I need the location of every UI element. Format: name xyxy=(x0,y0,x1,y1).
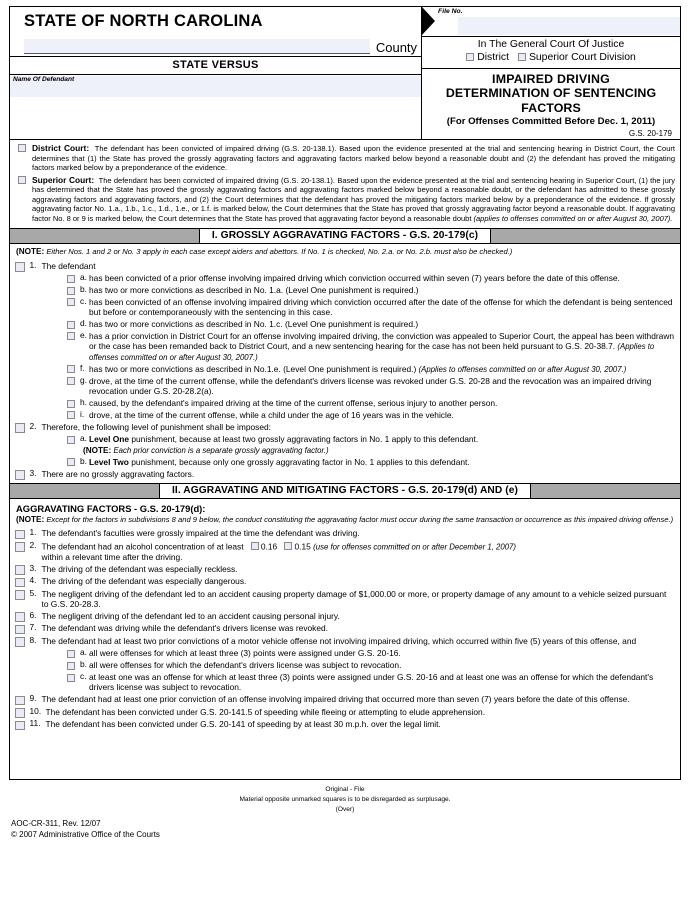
checkbox-icon[interactable] xyxy=(67,436,75,444)
af-item-2-value-015: 0.15 xyxy=(294,541,311,552)
file-no-input[interactable] xyxy=(458,17,680,35)
gaf-item-2b-body: punishment, because only one grossly aggravating factor in No. 1 applies to this defendant. xyxy=(128,456,470,467)
gaf-item-1f-italic: (Applies to offenses committed on or after August 30, 2007.) xyxy=(418,364,627,374)
checkbox-icon[interactable] xyxy=(67,650,75,658)
af-item-8c-text: at least one was an offense for which at least three (3) points were assigned under G.S. 20-16 and at least one was an offense for which the defendant's drivers license was subject to revocation. xyxy=(89,672,654,693)
gaf-item-1i-letter: i. xyxy=(80,408,85,419)
note-bold: (NOTE: xyxy=(16,246,45,256)
court-of-justice-label: In The General Court Of Justice xyxy=(477,39,625,50)
surplusage-note: Material opposite unmarked squares is to be disregarded as surplusage. xyxy=(239,796,451,804)
note-italic: Either Nos. 1 and 2 or No. 3 apply in each case except aiders and abettors. If No. 1 is checked, No. 2.a. or No. 2.b. must also be checked.) xyxy=(46,246,513,256)
af-item-1[interactable] xyxy=(15,528,675,539)
af-item-8-text: The defendant had at least two prior convictions of a motor vehicle offense not involving impaired driving, which occurred within five (5) years of this offense, and xyxy=(41,635,637,646)
section-2-body xyxy=(9,499,681,781)
af-item-5-text: The negligent driving of the defendant led to an accident causing property damage of $1,000.00 or more, or property damage of any amount to a vehicle seized pursuant to G.S. 20-28.3. xyxy=(41,588,667,610)
checkbox-icon[interactable] xyxy=(15,530,25,540)
gaf-item-1h-letter: h. xyxy=(80,397,87,408)
af-item-9-text: The defendant had at least one prior conviction of an offense involving impaired driving that occurred more than seven (7) years before the date of this offense. xyxy=(41,694,630,705)
gaf-item-2b-text xyxy=(89,457,675,467)
af-item-10-number: 10. xyxy=(29,705,42,716)
checkbox-icon[interactable] xyxy=(15,470,25,480)
af-item-2-italic: (use for offenses committed on or after December 1, 2007) xyxy=(313,542,516,552)
checkbox-icon[interactable] xyxy=(15,708,25,718)
section-1-title: I. GROSSLY AGGRAVATING FACTORS - G.S. 20-179(c) xyxy=(199,229,491,243)
district-division-option[interactable] xyxy=(466,52,509,64)
gaf-item-1a[interactable] xyxy=(67,273,675,283)
checkbox-icon[interactable] xyxy=(518,53,526,61)
af-item-9[interactable] xyxy=(15,694,675,705)
gaf-item-1i-text: drove, at the time of the current offense, while a child under the age of 16 years was in the vehicle. xyxy=(89,409,454,420)
checkbox-icon[interactable] xyxy=(15,542,25,552)
gaf-item-1c[interactable] xyxy=(67,297,675,318)
af-item-5-number: 5. xyxy=(29,587,37,598)
af-item-3-number: 3. xyxy=(29,562,37,573)
gaf-item-1a-letter: a. xyxy=(80,272,87,283)
blank-space xyxy=(15,730,675,776)
over-label: (Over) xyxy=(335,806,355,814)
court-determination-block xyxy=(9,140,681,229)
section-2-title: II. AGGRAVATING AND MITIGATING FACTORS - G.S. 20-179(d) AND (e) xyxy=(159,484,531,498)
gaf-item-2a-note xyxy=(83,445,675,456)
gaf-item-2-text: Therefore, the following level of punishment shall be imposed: xyxy=(41,421,272,432)
af-item-8b-text: all were offenses for which the defendant's drivers license was subject to revocation. xyxy=(89,660,402,671)
gaf-item-1f-text xyxy=(89,364,675,375)
footer-center xyxy=(9,785,681,815)
gaf-item-1e[interactable] xyxy=(67,331,675,362)
checkbox-icon[interactable] xyxy=(15,565,25,575)
checkbox-icon[interactable] xyxy=(18,176,26,184)
gaf-item-2a-body: punishment, because at least two grossly aggravating factors in No. 1 apply to this defendant. xyxy=(129,434,479,445)
af-item-2-tail: within a relevant time after the driving. xyxy=(41,551,183,562)
checkbox-icon[interactable] xyxy=(15,721,25,731)
checkbox-icon[interactable] xyxy=(67,298,75,306)
checkbox-icon[interactable] xyxy=(67,400,75,408)
note-italic: Except for the factors in subdivisions 8 and 9 below, the conduct constituting the aggravating factor must occur during the same transaction or occurrence as this impaired driving offense.) xyxy=(46,514,674,524)
section-2-bar xyxy=(9,484,681,499)
af-item-4[interactable] xyxy=(15,576,675,587)
checkbox-icon[interactable] xyxy=(67,674,75,682)
defendant-label: Name Of Defendant xyxy=(13,76,75,84)
state-versus-banner: STATE VERSUS xyxy=(10,56,421,74)
county-row xyxy=(10,33,421,56)
gaf-item-1[interactable] xyxy=(15,261,675,272)
section-1-note xyxy=(15,246,675,259)
gaf-item-1e-text xyxy=(89,331,675,362)
checkbox-icon[interactable] xyxy=(466,53,474,61)
af-item-3[interactable] xyxy=(15,564,675,575)
af-item-2-number: 2. xyxy=(29,539,37,550)
checkbox-icon[interactable] xyxy=(15,590,25,600)
af-item-6-text: The negligent driving of the defendant led to an accident causing personal injury. xyxy=(41,610,340,621)
gaf-item-1i[interactable] xyxy=(67,410,675,420)
checkbox-icon[interactable] xyxy=(67,662,75,670)
district-label: District xyxy=(477,52,509,64)
af-item-6[interactable] xyxy=(15,611,675,622)
aggravating-factors-heading: AGGRAVATING FACTORS - G.S. 20-179(d): xyxy=(16,502,206,514)
af-item-8c[interactable] xyxy=(67,672,675,693)
checkbox-icon[interactable] xyxy=(251,542,259,550)
af-item-10[interactable] xyxy=(15,707,675,718)
level-two-label: Level Two xyxy=(89,456,129,467)
gaf-item-1c-text: has been convicted of an offense involving impaired driving which conviction occurred after the date of the offense for which the defendant is being sentenced but before or contemporaneously with the sentencing in this case. xyxy=(89,296,673,318)
gaf-item-2a-text xyxy=(89,434,675,444)
district-court-text xyxy=(32,143,675,172)
gaf-item-1-text: The defendant xyxy=(41,260,96,271)
af-item-8c-letter: c. xyxy=(80,671,87,682)
af-item-7-number: 7. xyxy=(29,622,37,633)
arrow-icon xyxy=(422,7,435,35)
gaf-item-1b[interactable] xyxy=(67,285,675,295)
checkbox-icon[interactable] xyxy=(67,458,75,466)
af-item-6-number: 6. xyxy=(29,609,37,620)
gaf-item-1-number: 1. xyxy=(29,259,37,270)
gaf-item-1b-letter: b. xyxy=(80,284,87,295)
superior-court-heading: Superior Court: xyxy=(32,174,95,185)
gaf-item-1b-text: has two or more convictions as described in No. 1.a. (Level One punishment is required.) xyxy=(89,285,419,296)
section-2-note xyxy=(15,514,675,527)
file-no-row xyxy=(422,7,680,37)
district-court-heading: District Court: xyxy=(32,143,90,154)
gaf-item-1h-text: caused, by the defendant's impaired driving at the time of the current offense, serious injury to another person. xyxy=(89,398,498,409)
af-item-2-body: The defendant had an alcohol concentration of at least xyxy=(41,541,244,552)
header-right-panel xyxy=(422,7,680,139)
gaf-item-1d-text: has two or more convictions as described in No. 1.c. (Level One punishment is required.) xyxy=(89,319,419,329)
form-title-line3: (For Offenses Committed Before Dec. 1, 2011) xyxy=(446,116,656,128)
af-item-11[interactable] xyxy=(15,719,675,730)
superior-court-body: The defendant has been convicted of impaired driving (G.S. 20-138.1). Based upon the evidence presented at the trial and sentencing hearing in Superior Court, (1) the jury has determined that the State has proved the grossly aggravating factors and aggravating factors marked below beyond a reasonable doubt, or the defendant has admitted to these grossly aggravating factors and aggravating factors, and (2) the Court determines that the defendant has proved the mitigating factors marked below by a preponderance of the evidence. If grossly aggravating factor No. 1.a., 1.b., 1.c., 1.d., 1.e., or 1.f. is marked below, the Court determines that the State has proved that grossly aggravating factor beyond a reasonable doubt. If aggravating factor No. 8 or 9 is marked below, the Court determines that the State has proved that aggravating factor beyond a reasonable doubt xyxy=(32,175,675,223)
district-court-row[interactable] xyxy=(14,143,675,172)
gaf-item-1a-text: has been convicted of a prior offense involving impaired driving which conviction occurred within seven (7) years before the date of this offense. xyxy=(89,273,620,284)
checkbox-icon[interactable] xyxy=(15,637,25,647)
file-no-label: File No. xyxy=(438,8,463,15)
af-item-1-text: The defendant's faculties were grossly impaired at the time the defendant was driving. xyxy=(41,528,360,539)
af-item-11-text: The defendant has been convicted under G.S. 20-141 of speeding by at least 30 m.p.h. over the legal limit. xyxy=(45,719,441,730)
gaf-item-2b-letter: b. xyxy=(80,455,87,466)
gaf-item-1e-letter: e. xyxy=(80,329,87,340)
gaf-item-2-number: 2. xyxy=(29,420,37,431)
checkbox-icon[interactable] xyxy=(15,578,25,588)
gaf-item-3-number: 3. xyxy=(29,467,37,478)
af-item-8-number: 8. xyxy=(29,634,37,645)
af-item-8[interactable] xyxy=(15,636,675,647)
af-item-7[interactable] xyxy=(15,623,675,634)
checkbox-icon[interactable] xyxy=(67,411,75,419)
af-item-10-text: The defendant has been convicted under G.S. 20-141.5 of speeding while fleeing or attempting to elude apprehension. xyxy=(45,706,486,717)
note-bold: (NOTE: xyxy=(16,514,45,524)
district-court-body: The defendant has been convicted of impaired driving (G.S. 20-138.1). Based upon the evidence presented at the trial and sentencing hearing in District Court, the Court determines that (1) the State has proved the grossly aggravating factors and aggravating factors marked below beyond a reasonable doubt and (2) the defendant has proved the mitigating factors marked below by a preponderance of the evidence. xyxy=(32,144,675,173)
gaf-item-1d[interactable] xyxy=(67,319,675,329)
checkbox-icon[interactable] xyxy=(15,423,25,433)
superior-division-option[interactable] xyxy=(518,52,636,64)
gaf-item-1g-letter: g. xyxy=(80,374,87,385)
checkbox-icon[interactable] xyxy=(284,542,292,550)
form-id-label: AOC-CR-311, Rev. 12/07 xyxy=(11,818,101,828)
division-row xyxy=(422,51,680,67)
header-left-panel xyxy=(10,7,422,139)
section-1-bar xyxy=(9,229,681,244)
checkbox-icon[interactable] xyxy=(15,696,25,706)
gaf-item-1d-letter: d. xyxy=(80,318,87,328)
form-title-line1: IMPAIRED DRIVING xyxy=(492,71,610,86)
af-item-11-number: 11. xyxy=(29,718,41,729)
af-item-2[interactable] xyxy=(15,541,675,562)
gaf-item-2a[interactable] xyxy=(67,434,675,444)
checkbox-icon[interactable] xyxy=(15,625,25,635)
af-item-8b-letter: b. xyxy=(80,659,87,670)
af-item-8b[interactable] xyxy=(67,660,675,670)
page-title: STATE OF NORTH CAROLINA xyxy=(24,12,263,30)
af-item-4-text: The driving of the defendant was especially dangerous. xyxy=(41,576,247,587)
gaf-item-2b[interactable] xyxy=(67,457,675,467)
gaf-item-1f-letter: f. xyxy=(80,362,85,373)
form-footer xyxy=(9,780,681,840)
af-item-2-value-016: 0.16 xyxy=(260,541,278,552)
gaf-item-1e-italic: (Applies to offenses committed on or after August 30, 2007.) xyxy=(89,342,655,362)
level-one-label: Level One xyxy=(89,434,130,445)
af-item-2-text xyxy=(42,541,676,562)
statute-reference: G.S. 20-179 xyxy=(628,128,672,138)
af-item-3-text: The driving of the defendant was especially reckless. xyxy=(41,563,238,574)
superior-court-row[interactable] xyxy=(14,175,675,223)
gaf-item-1f[interactable] xyxy=(67,364,675,375)
af-item-9-number: 9. xyxy=(29,693,37,704)
gaf-item-1g[interactable] xyxy=(67,376,675,397)
section-1-body xyxy=(9,244,681,484)
af-item-8a-text: all were offenses for which at least three (3) points were assigned under G.S. 20-16. xyxy=(89,648,401,659)
superior-court-italic-tail: (applies to offenses committed on or after August 30, 2007). xyxy=(473,213,673,223)
af-item-8a[interactable] xyxy=(67,648,675,658)
af-item-8a-letter: a. xyxy=(80,647,87,658)
checkbox-icon[interactable] xyxy=(67,275,75,283)
gaf-item-3-text: There are no grossly aggravating factors. xyxy=(41,468,195,479)
gaf-item-3[interactable] xyxy=(15,469,675,480)
checkbox-icon[interactable] xyxy=(18,144,26,152)
af-item-1-number: 1. xyxy=(29,527,37,538)
checkbox-icon[interactable] xyxy=(15,262,25,272)
af-item-7-text: The defendant was driving while the defendant's drivers license was revoked. xyxy=(41,623,329,634)
checkbox-icon[interactable] xyxy=(67,321,75,329)
gaf-item-2a-letter: a. xyxy=(80,433,87,444)
gaf-item-1h[interactable] xyxy=(67,398,675,408)
checkbox-icon[interactable] xyxy=(15,612,25,622)
original-file-label: Original - File xyxy=(325,786,365,794)
gaf-item-2[interactable] xyxy=(15,422,675,433)
checkbox-icon[interactable] xyxy=(67,365,75,373)
checkbox-icon[interactable] xyxy=(67,377,75,385)
footer-left xyxy=(11,818,160,841)
form-title-block xyxy=(422,68,680,140)
af-item-4-number: 4. xyxy=(29,575,37,586)
checkbox-icon[interactable] xyxy=(67,287,75,295)
county-label: County xyxy=(375,40,418,56)
af-item-5[interactable] xyxy=(15,589,675,610)
form-header xyxy=(9,6,681,140)
copyright-label: © 2007 Administrative Office of the Courts xyxy=(11,830,160,840)
gaf-item-1c-letter: c. xyxy=(80,295,87,306)
superior-label: Superior Court Division xyxy=(528,52,636,64)
note-italic: Each prior conviction is a separate grossly aggravating factor.) xyxy=(113,445,329,455)
county-input[interactable] xyxy=(24,39,370,54)
superior-court-text xyxy=(32,175,675,223)
form-title-line2: DETERMINATION OF SENTENCING FACTORS xyxy=(445,86,657,115)
gaf-item-1f-body: has two or more convictions as described in No.1.e. (Level One punishment is required.) xyxy=(89,363,419,374)
defendant-box xyxy=(10,74,421,111)
gaf-item-1g-text: drove, at the time of the current offense, while the defendant's drivers license was revoked under G.S. 20-28 and the revocation was an impaired driving revocation under G.S. 20-28.2(a). xyxy=(89,375,652,397)
gaf-item-1e-body: has a prior conviction in District Court for an offense involving impaired driving, the conviction was appealed to Superior Court, the appeal has been withdrawn or the case has been remanded back to District Court, and a new sentencing hearing for the case has not been held pursuant to G.S. 20-38.7. xyxy=(89,330,675,352)
note-bold: (NOTE: xyxy=(83,445,112,455)
checkbox-icon[interactable] xyxy=(67,332,75,340)
